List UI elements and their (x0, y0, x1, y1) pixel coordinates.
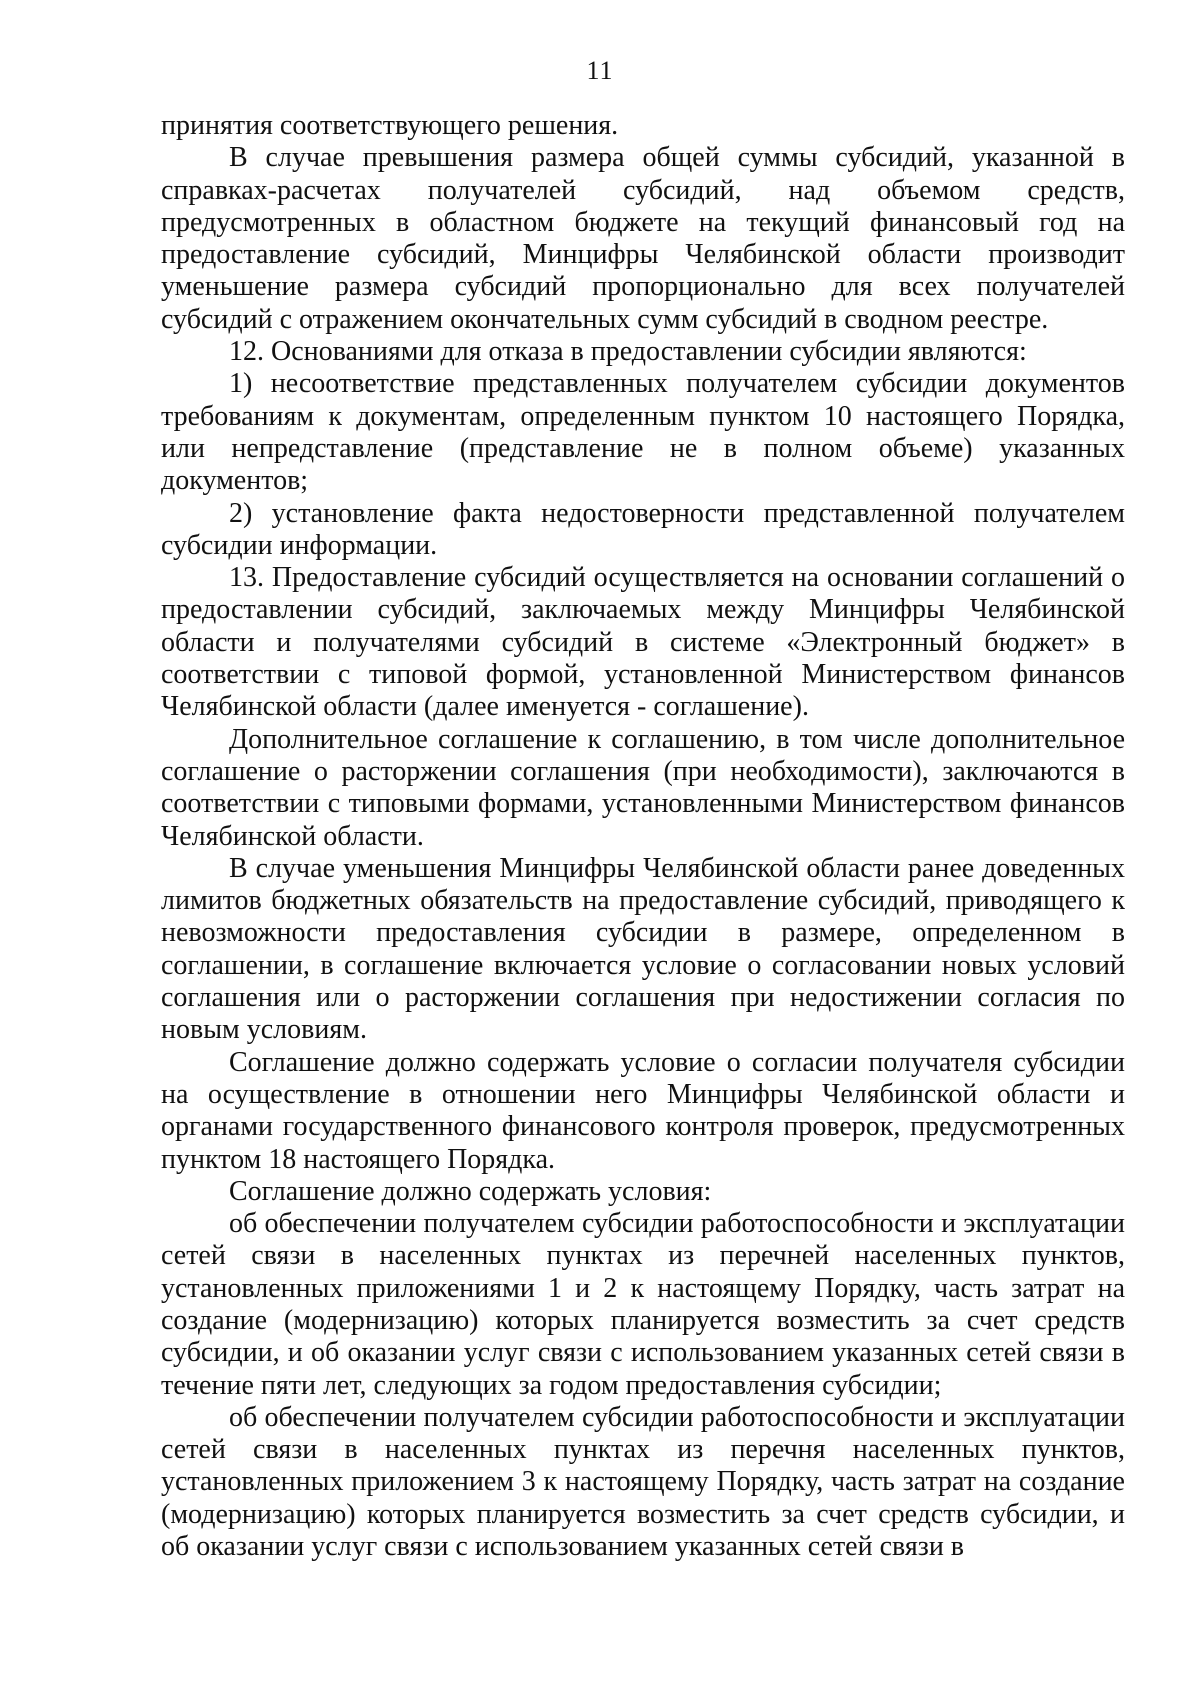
document-body (161, 110, 1125, 1563)
paragraph: 13. Предоставление субсидий осуществляется на основании соглашений о предоставлении субсидий, заключаемых между Минцифры Челябинской области и получателями субсидий в системе «Электронный бюджет» в соответствии с типовой формой, установленной Министерством финансов Челябинской области (далее именуется - соглашение). (161, 562, 1125, 723)
paragraph: 2) установление факта недостоверности представленной получателем субсидии информации. (161, 497, 1125, 561)
paragraph: В случае уменьшения Минцифры Челябинской области ранее доведенных лимитов бюджетных обязательств на предоставление субсидий, приводящего к невозможности предоставления субсидии в размере, определенном в соглашении, в соглашение включается условие о согласовании новых условий соглашения или о расторжении соглашения при недостижении согласия по новым условиям. (161, 852, 1125, 1046)
paragraph: Соглашение должно содержать условие о согласии получателя субсидии на осуществление в отношении него Минцифры Челябинской области и органами государственного финансового контроля проверок, предусмотренных пунктом 18 настоящего Порядка. (161, 1046, 1125, 1175)
paragraph: Соглашение должно содержать условия: (229, 1175, 712, 1207)
paragraph: принятия соответствующего решения. (161, 110, 619, 141)
page-number: 11 (586, 56, 614, 85)
paragraph: об обеспечении получателем субсидии работоспособности и эксплуатации сетей связи в населенных пунктах из перечней населенных пунктов, установленных приложениями 1 и 2 к настоящему Порядку, часть затрат на создание (модернизацию) которых планируется возместить за счет средств субсидии, и об оказании услуг связи с использованием указанных сетей связи в течение пяти лет, следующих за годом предоставления субсидии; (161, 1208, 1125, 1401)
paragraph: 12. Основаниями для отказа в предоставлении субсидии являются: (229, 336, 1027, 368)
paragraph: Дополнительное соглашение к соглашению, в том числе дополнительное соглашение о расторжении соглашения (при необходимости), заключаются в соответствии с типовыми формами, установленными Министерством финансов Челябинской области. (161, 723, 1125, 852)
paragraph: об обеспечении получателем субсидии работоспособности и эксплуатации сетей связи в населенных пунктах из перечня населенных пунктов, установленных приложением 3 к настоящему Порядку, часть затрат на создание (модернизацию) которых планируется возместить за счет средств субсидии, и об оказании услуг связи с использованием указанных сетей связи в (161, 1401, 1125, 1563)
paragraph: 1) несоответствие представленных получателем субсидии документов требованиям к документам, определенным пунктом 10 настоящего Порядка, или непредставление (представление не в полном объеме) указанных документов; (161, 368, 1125, 497)
paragraph: В случае превышения размера общей суммы субсидий, указанной в справках-расчетах получателей субсидий, над объемом средств, предусмотренных в областном бюджете на текущий финансовый год на предоставление субсидий, Минцифры Челябинской области производит уменьшение размера субсидий пропорционально для всех получателей субсидий с отражением окончательных сумм субсидий в сводном реестре. (161, 142, 1125, 335)
